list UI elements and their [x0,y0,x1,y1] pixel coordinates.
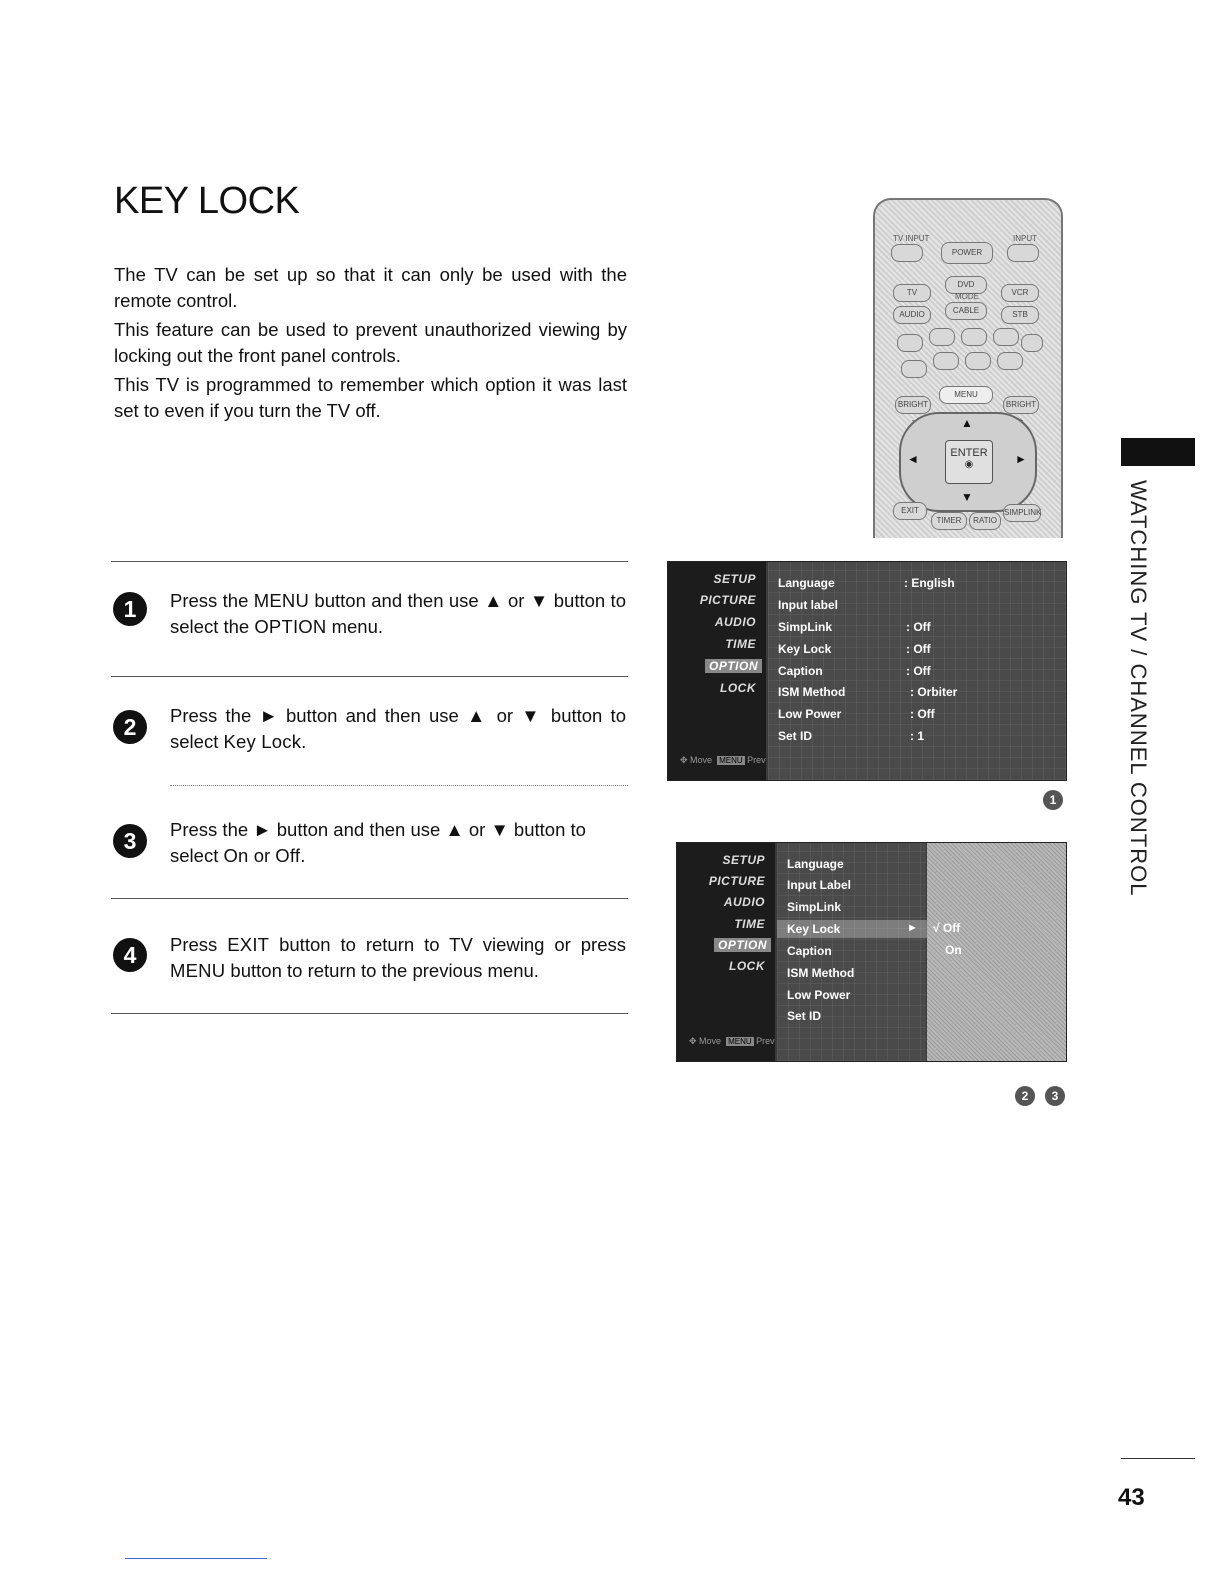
remote-control-illustration [873,198,1063,538]
menu-item-low-power: Low Power [778,707,842,721]
category-audio: AUDIO [714,615,756,629]
step-text-part: or [248,845,276,866]
step-text-part: menu. [326,616,384,637]
remote-key [901,360,927,378]
tv-input-label: TV INPUT [893,234,930,243]
menu-item-caption: Caption [787,944,832,958]
step-keyword: MENU [253,590,310,611]
bright-minus-button: BRIGHT [895,396,931,414]
up-arrow-icon: ▲ [961,416,973,430]
remote-key [1021,334,1043,352]
step-keyword: EXIT [227,934,270,955]
footer-line [125,1558,267,1559]
divider [111,898,628,899]
menu-value-low-power: : Off [910,707,935,721]
category-time: TIME [734,917,765,931]
intro-paragraph: The TV can be set up so that it can only be used with the remote control. [114,264,627,311]
menu-item-set-id: Set ID [787,1009,822,1023]
menu-item-input-label: Input label [778,598,838,612]
step-number: 3 [113,824,147,858]
step-4-text [170,932,626,984]
power-button: POWER [941,242,993,264]
menu-category-list [668,562,766,780]
step-text-part: Press the ► button and then use ▲ or ▼ button to select [170,705,626,752]
step-text-part: Press [170,934,228,955]
menu-item-ism-method: ISM Method [778,685,846,699]
category-option: OPTION [714,938,771,952]
step-keyword: Off [275,845,301,866]
category-audio: AUDIO [723,895,765,909]
vcr-mode-button: VCR [1001,284,1039,302]
category-option: OPTION [705,659,762,673]
divider [111,1013,628,1014]
intro-text [114,262,627,427]
dotted-divider [170,785,628,786]
remote-key [961,328,987,346]
menu-item-simplink: SimpLink [787,900,842,914]
left-arrow-icon: ◄ [907,452,919,466]
intro-paragraph: This TV is programmed to remember which option it was last set to even if you turn the TV off. [114,374,627,421]
step-keyword: On [223,845,249,866]
timer-button: TIMER [931,512,967,530]
hint-menu-key: MENU [719,756,743,765]
menu-value-simplink: : Off [906,620,931,634]
step-number: 2 [113,710,147,744]
menu-item-simplink: SimpLink [778,620,833,634]
section-label [1117,480,1157,897]
screen-2-badge: 2 [1015,1086,1035,1106]
step-text-part: . [300,845,306,866]
section-tab-marker [1121,438,1195,466]
remote-key [929,328,955,346]
menu-value-caption: : Off [906,664,931,678]
navigation-pad [899,412,1037,512]
tv-mode-button: TV [893,284,931,302]
step-keyword: Key Lock [223,731,302,752]
menu-value-set-id: : 1 [910,729,925,743]
step-text-part: button to return to TV viewing or press [269,934,626,955]
step-keyword: MENU [170,960,226,981]
dvd-mode-button: DVD [945,276,987,294]
stb-mode-button: STB [1001,306,1039,324]
category-time: TIME [725,637,756,651]
intro-paragraph: This feature can be used to prevent unauthorized viewing by locking out the front panel controls. [114,319,627,366]
category-picture: PICTURE [699,593,756,607]
key-lock-options-panel [927,843,1066,1061]
remote-key [965,352,991,370]
tv-input-button [891,244,923,262]
step-number: 4 [113,938,147,972]
cable-mode-button: CABLE [945,302,987,320]
step-1-text [170,588,626,640]
exit-button: EXIT [893,502,927,520]
step-text-part: Press the [170,590,254,611]
screen-3-badge: 3 [1045,1086,1065,1106]
step-keyword: OPTION [254,616,327,637]
category-setup: SETUP [713,572,756,586]
input-label: INPUT [1013,234,1037,243]
menu-value-key-lock: : Off [906,642,931,656]
menu-items-panel [768,562,1066,780]
menu-item-key-lock: Key Lock [787,922,841,936]
bright-plus-button: BRIGHT [1003,396,1039,414]
submenu-arrow-icon: ► [907,922,918,934]
menu-item-key-lock: Key Lock [778,642,832,656]
menu-item-low-power: Low Power [787,988,851,1002]
page-number: 43 [1118,1484,1145,1511]
menu-value-ism-method: : Orbiter [910,685,958,699]
menu-item-set-id: Set ID [778,729,813,743]
category-setup: SETUP [722,853,765,867]
hint-move: Move [690,755,713,765]
menu-item-caption: Caption [778,664,823,678]
enter-label: ENTER [950,447,988,459]
down-arrow-icon: ▼ [961,490,973,504]
hint-prev: Prev [756,1036,775,1046]
category-lock: LOCK [729,959,765,973]
ratio-button: RATIO [969,512,1001,530]
remote-key [997,352,1023,370]
option-off: √ Off [933,921,961,935]
section-label-text: WATCHING TV / CHANNEL CONTROL [1126,480,1151,897]
remote-key [933,352,959,370]
remote-key [993,328,1019,346]
menu-items-panel [777,843,926,1061]
category-picture: PICTURE [708,874,765,888]
category-lock: LOCK [720,681,756,695]
divider [111,676,628,677]
menu-hint: ✥ Move MENU Prev [680,755,766,765]
page-number-rule [1121,1458,1195,1459]
remote-key [897,334,923,352]
enter-dot-icon: ◉ [964,459,974,470]
input-button [1007,244,1039,262]
enter-button [945,440,993,484]
menu-item-language: Language [787,857,844,871]
audio-mode-button: AUDIO [893,306,931,324]
menu-hint: ✥ Move MENU Prev [689,1036,775,1046]
menu-category-list [677,843,775,1061]
divider [111,561,628,562]
menu-item-input-label: Input Label [787,878,851,892]
step-3-text [170,817,610,869]
option-menu-screen [667,561,1067,781]
option-on: On [945,943,962,957]
step-text-part: button to return to the previous menu. [225,960,539,981]
menu-button: MENU [939,386,993,404]
key-lock-menu-screen [676,842,1067,1062]
step-text-part: button and then use ▲ or ▼ button to select the [170,590,626,637]
simplink-button: SIMPLINK [1003,504,1041,522]
step-2-text [170,703,626,755]
screen-1-badge: 1 [1043,790,1063,810]
menu-item-language: Language [778,576,835,590]
right-arrow-icon: ► [1015,452,1027,466]
hint-move: Move [699,1036,722,1046]
step-text-part: Press the ► button and then use ▲ or ▼ button to select [170,819,586,866]
hint-prev: Prev [747,755,766,765]
step-text-part: . [301,731,307,752]
page-title: KEY LOCK [114,180,300,222]
hint-menu-key: MENU [728,1037,752,1046]
menu-item-ism-method: ISM Method [787,966,855,980]
step-number: 1 [113,592,147,626]
menu-value-language: : English [904,576,955,590]
mode-label: MODE [955,292,979,301]
